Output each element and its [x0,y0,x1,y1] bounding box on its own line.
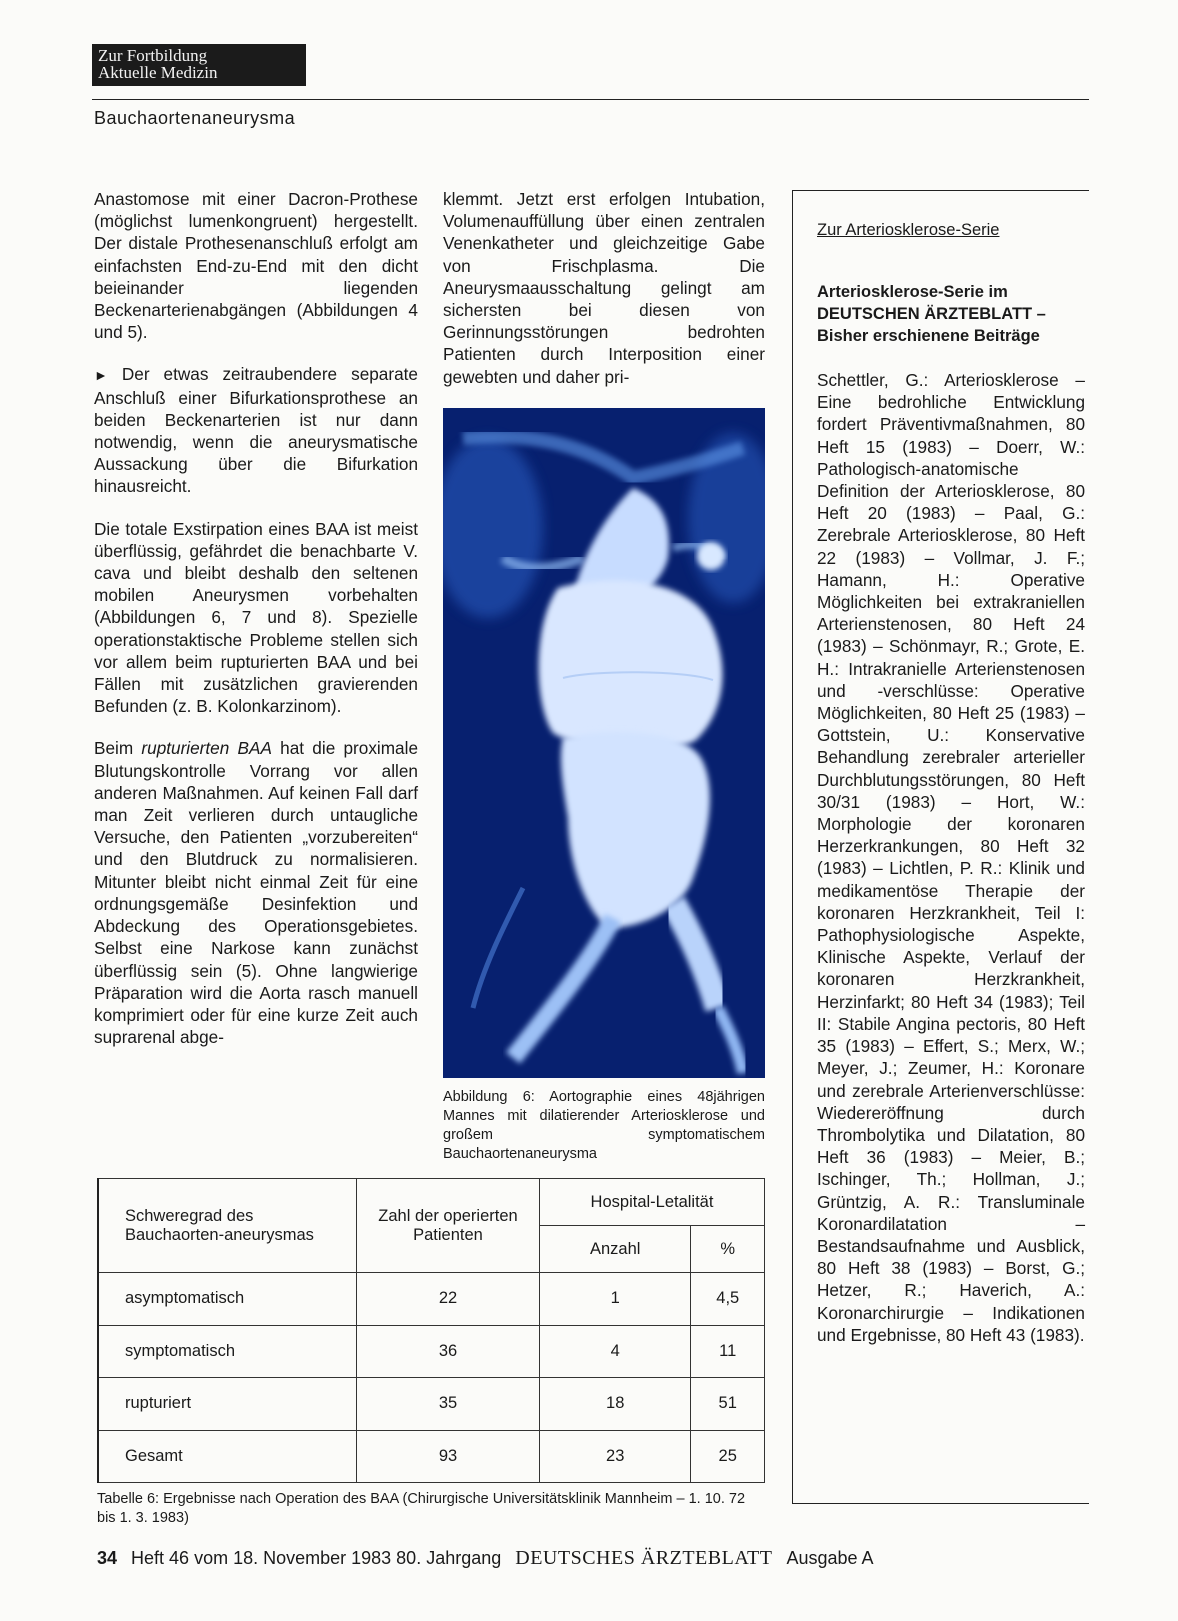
table-header-patients: Zahl der operierten Patienten [357,1179,540,1273]
issue-info: Heft 46 vom 18. November 1983 80. Jahrgang [131,1548,502,1568]
table-subheader-count: Anzahl [540,1226,691,1273]
table-header-letality: Hospital-Letalität [540,1179,765,1226]
table-row: rupturiert 35 18 51 [98,1378,765,1431]
table-row: symptomatisch 36 4 11 [98,1325,765,1378]
table-subheader-percent: % [691,1226,765,1273]
sidebar-heading: Zur Arteriosklerose-Serie [817,221,1000,239]
paragraph: klemmt. Jetzt erst erfolgen Intubation, Volumenauffüllung über einen zentralen Venenkatheter und gleichzeitige Gabe von Frischplasma. Die Aneurysmaausschaltung gelingt am sichersten bei diesen von Gerinnungsstörungen bedrohten Patienten durch Interposition einer gewebten und daher pri- [443,189,765,387]
sidebar-subheading: Arteriosklerose-Serie im DEUTSCHEN ÄRZTEBLATT – Bisher erschienene Beiträge [817,283,1046,345]
header-rule [92,99,1089,100]
text-column-2 [443,188,765,408]
emphasis: rupturierten BAA [141,738,272,759]
arrow-bullet-icon: ► [94,367,108,384]
table-row: asymptomatisch 22 1 4,5 [98,1273,765,1326]
paragraph: Anastomose mit einer Dacron-Prothese (möglichst lumenkongruent) hergestellt. Der distale Prothesenanschluß erfolgt am einfachsten End-zu-End mit den dicht beieinander liegenden Beckenarterienabgängen (Abbildungen 4 und 5). [94,189,418,343]
table-header-severity: Schweregrad des Bauchaorten-aneurysmas [98,1179,357,1273]
journal-name: DEUTSCHES ÄRZTEBLATT [515,1547,773,1569]
paragraph: Die totale Exstirpation eines BAA ist meist überflüssig, gefährdet die benachbarte V. cava und bleibt deshalb den seltenen mobilen Aneurysmen vorbehalten (Abbildungen 6, 7 und 8). Spezielle operationstaktische Probleme stellen sich vor allem beim rupturierten BAA und bei Fällen mit zusätzlichen gravierenden Befunden (z. B. Kolonkarzinom). [94,518,418,717]
edition: Ausgabe A [786,1548,874,1568]
aortography-image [443,408,765,1078]
text-column-1 [94,188,418,1068]
figure-caption: Abbildung 6: Aortographie eines 48jährigen Mannes mit dilatierender Arteriosklerose und großem symptomatischem Bauchaortenaneurysma [443,1089,765,1162]
page-title: Bauchaortenaneurysma [94,108,296,128]
section-label-line1: Zur Fortbildung [98,46,208,65]
page-footer [97,1547,874,1570]
sidebar-box [792,190,1089,1504]
results-table [97,1178,765,1483]
table-caption: Tabelle 6: Ergebnisse nach Operation des BAA (Chirurgische Universitätsklinik Mannheim – 1. 10. 72 bis 1. 3. 1983) [97,1491,746,1526]
table-row: Gesamt 93 23 25 [98,1430,765,1483]
paragraph: ► Der etwas zeitraubendere separate Anschluß einer Bifurkationsprothese an beiden Beckenarterien ist nur dann notwendig, wenn die aneurysmatische Aussackung über die Bifurkation hinausreicht. [94,364,418,497]
section-label-line2: Aktuelle Medizin [98,63,218,82]
page-number: 34 [97,1548,118,1568]
section-label-box [92,44,306,86]
sidebar-reference-list: Schettler, G.: Arteriosklerose – Eine bedrohliche Entwicklung fordert Präventivmaßnahmen, 80 Heft 15 (1983) – Doerr, W.: Pathologisch-anatomische Definition der Arteriosklerose, 80 Heft 20 (1983) – Paal, G.: Zerebrale Arteriosklerose, 80 Heft 22 (1983) – Vollmar, J. F.; Hamann, H.: Operative Möglichkeiten bei extrakraniellen Arterienstenosen, 80 Heft 24 (1983) – Schönmayr, R.; Grote, E. H.: Intrakranielle Arterienstenosen und -verschlüsse: Operative Möglichkeiten, 80 Heft 25 (1983) – Gottstein, U.: Konservative Behandlung zerebraler arterieller Durchblutungsstörungen, 80 Heft 30/31 (1983) – Hort, W.: Morphologie der koronaren Herzerkrankungen, 80 Heft 32 (1983) – Lichtlen, P. R.: Klinik und medikamentöse Therapie der koronaren Herzkrankheit, Teil I: Pathophysiologische Aspekte, Klinische Aspekte, Verlauf der koronaren Herzkrankheit, Herzinfarkt; 80 Heft 34 (1983); Teil II: Stabile Angina pectoris, 80 Heft 35 (1983) – Effert, S.; Merx, W.; Meyer, J.; Zeumer, H.: Koronare und zerebrale Arterienverschlüsse: Wiedereröffnung durch Thrombolytika und Dilatation, 80 Heft 36 (1983) – Meier, B.; Ischinger, Th.; Hollman, J.; Grüntzig, A. R.: Transluminale Koronardilatation – Bestandsaufnahme und Ausblick, 80 Heft 38 (1983) – Borst, G.; Hetzer, R.; Haverich, A.: Koronarchirurgie – Indikationen und Ergebnisse, 80 Heft 43 (1983). [817,370,1085,1345]
paragraph: Beim rupturierten BAA hat die proximale Blutungskontrolle Vorrang vor allen anderen Maßnahmen. Auf keinen Fall darf man Zeit verlieren durch untaugliche Versuche, den Patienten „vorzubereiten“ und den Blutdruck zu normalisieren. Mitunter bleibt nicht einmal Zeit für eine ordnungsgemäße Desinfektion und Abdeckung des Operationsgebietes. Selbst eine Narkose kann zunächst überflüssig sein (5). Ohne langwierige Präparation wird die Aorta rasch manuell komprimiert oder für eine kurze Zeit auch suprarenal abge- [94,738,418,1048]
